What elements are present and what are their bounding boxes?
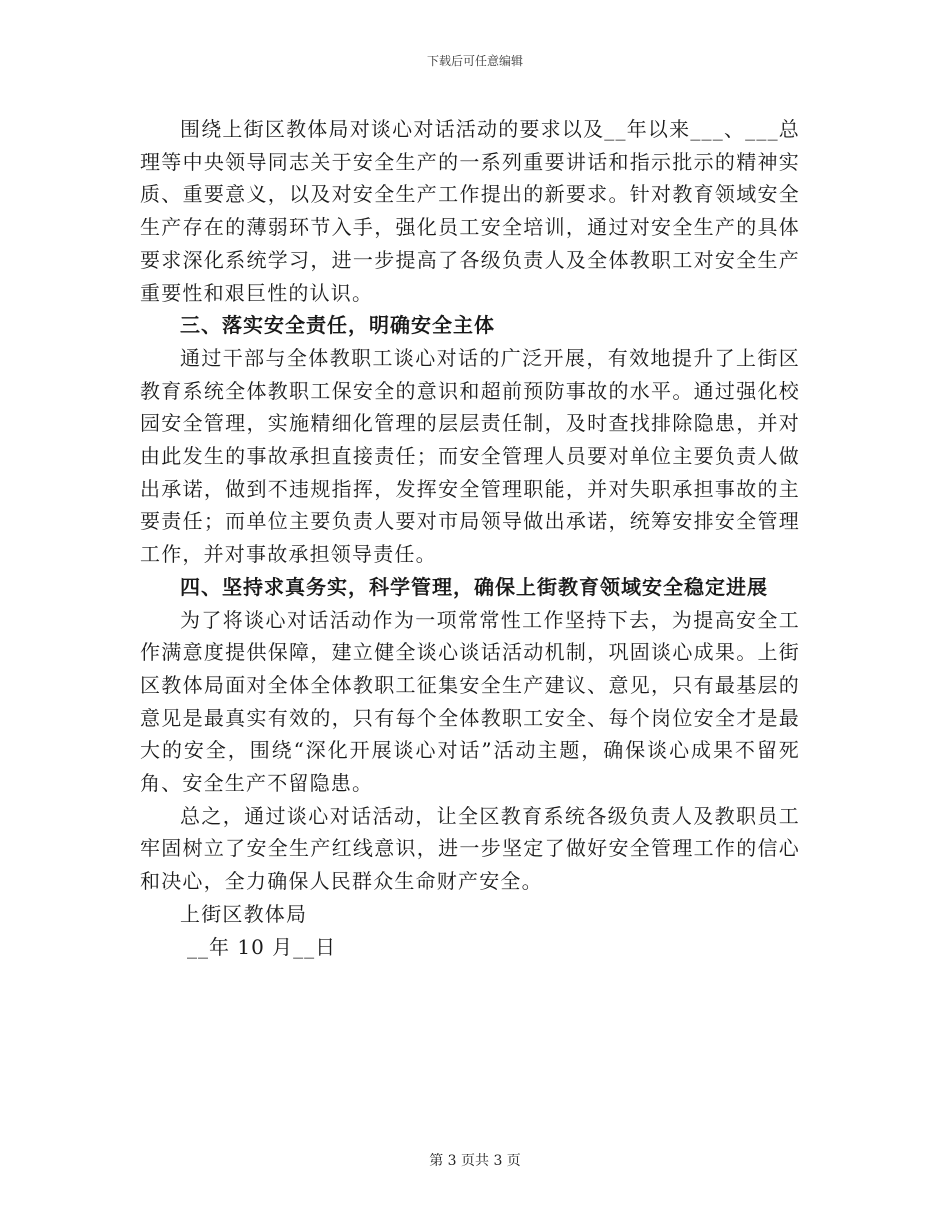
paragraph-mechanism: 为了将谈心对话活动作为一项常常性工作坚持下去，为提高安全工作满意度提供保障，建立健全谈心谈话活动机制，巩固谈心成果。上街区教体局面对全体全体教职工征集安全生产建议、意见，只有最基层的意见是最真实有效的，只有每个全体教职工安全、每个岗位安全才是最大的安全，围绕“深化开展谈心对话”活动主题，确保谈心成果不留死角、安全生产不留隐患。	[140, 607, 800, 796]
paragraph-responsibility: 通过干部与全体教职工谈心对话的广泛开展，有效地提升了上街区教育系统全体教职工保安全的意识和超前预防事故的水平。通过强化校园安全管理，实施精细化管理的层层责任制，及时查找排除隐患，并对由此发生的事故承担直接责任；而安全管理人员要对单位主要负责人做出承诺，做到不违规指挥，发挥安全管理职能，并对失职承担事故的主要责任；而单位主要负责人要对市局领导做出承诺，统筹安排安全管理工作，并对事故承担领导责任。	[140, 345, 800, 567]
document-body	[140, 113, 800, 963]
section-heading-3: 三、落实安全责任，明确安全主体	[180, 313, 495, 338]
paragraph-summary: 总之，通过谈心对话活动，让全区教育系统各级负责人及教职员工牢固树立了安全生产红线意识，进一步坚定了做好安全管理工作的信心和决心，全力确保人民群众生命财产安全。	[140, 803, 800, 894]
section-heading-4: 四、坚持求真务实，科学管理，确保上街教育领域安全稳定进展	[180, 574, 768, 599]
page-number: 第 3 页共 3 页	[429, 1153, 521, 1169]
paragraph-study-requirements: 围绕上街区教体局对谈心对话活动的要求以及__年以来___、___总理等中央领导同志关于安全生产的一系列重要讲话和指示批示的精神实质、重要意义，以及对安全生产工作提出的新要求。针对教育领域安全生产存在的薄弱环节入手，强化员工安全培训，通过对安全生产的具体要求深化系统学习，进一步提高了各级负责人及全体教职工对安全生产重要性和艰巨性的认识。	[140, 117, 800, 305]
signature-date: __年 10 月__日	[187, 934, 337, 959]
header-note: 下载后可任意编辑	[426, 54, 523, 68]
signature-organization: 上街区教体局	[180, 901, 308, 926]
